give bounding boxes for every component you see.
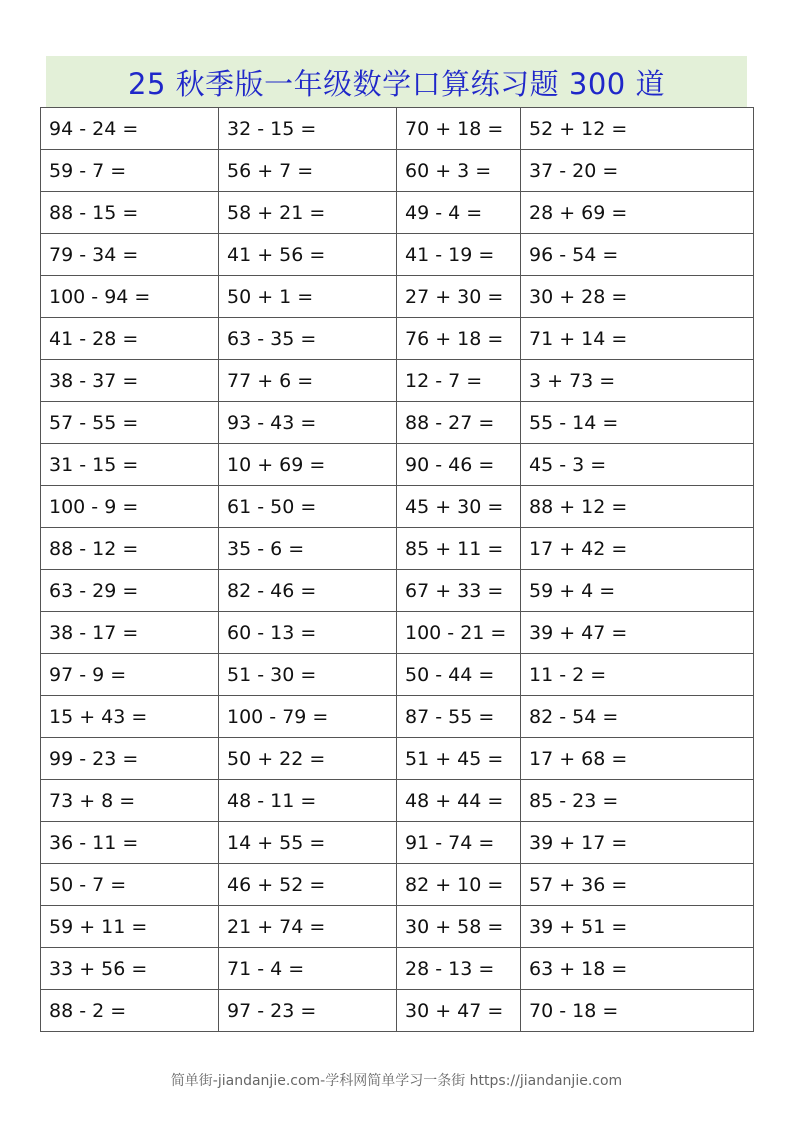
table-row [41, 738, 754, 780]
table-row [41, 486, 754, 528]
table-row [41, 948, 754, 990]
exercise-cell: 41 - 19 = [397, 234, 521, 276]
exercise-cell: 59 + 11 = [41, 906, 219, 948]
table-row [41, 570, 754, 612]
table-row [41, 108, 754, 150]
exercise-cell: 41 + 56 = [219, 234, 397, 276]
exercise-cell: 88 + 12 = [521, 486, 754, 528]
exercise-cell: 17 + 68 = [521, 738, 754, 780]
exercise-cell: 71 - 4 = [219, 948, 397, 990]
exercise-cell: 38 - 17 = [41, 612, 219, 654]
exercise-cell: 87 - 55 = [397, 696, 521, 738]
exercise-cell: 55 - 14 = [521, 402, 754, 444]
exercise-cell: 88 - 12 = [41, 528, 219, 570]
exercise-cell: 35 - 6 = [219, 528, 397, 570]
exercise-cell: 58 + 21 = [219, 192, 397, 234]
exercise-cell: 82 - 46 = [219, 570, 397, 612]
exercise-cell: 77 + 6 = [219, 360, 397, 402]
exercise-cell: 15 + 43 = [41, 696, 219, 738]
exercise-cell: 63 - 29 = [41, 570, 219, 612]
exercise-cell: 88 - 27 = [397, 402, 521, 444]
exercise-cell: 97 - 23 = [219, 990, 397, 1032]
exercise-cell: 85 - 23 = [521, 780, 754, 822]
exercise-cell: 63 - 35 = [219, 318, 397, 360]
footer-text: 简单街-jiandanjie.com-学科网简单学习一条街 https://jiandanjie.com [170, 1073, 623, 1089]
exercise-cell: 67 + 33 = [397, 570, 521, 612]
exercise-cell: 50 + 1 = [219, 276, 397, 318]
exercise-cell: 45 - 3 = [521, 444, 754, 486]
table-row [41, 360, 754, 402]
exercise-cell: 71 + 14 = [521, 318, 754, 360]
table-row [41, 444, 754, 486]
table-row [41, 402, 754, 444]
page-title: 25 秋季版一年级数学口算练习题 300 道 [128, 66, 665, 101]
exercise-cell: 14 + 55 = [219, 822, 397, 864]
exercise-cell: 56 + 7 = [219, 150, 397, 192]
exercise-cell: 70 + 18 = [397, 108, 521, 150]
exercise-cell: 11 - 2 = [521, 654, 754, 696]
exercise-cell: 41 - 28 = [41, 318, 219, 360]
exercise-cell: 10 + 69 = [219, 444, 397, 486]
exercise-cell: 96 - 54 = [521, 234, 754, 276]
exercise-cell: 32 - 15 = [219, 108, 397, 150]
exercise-cell: 38 - 37 = [41, 360, 219, 402]
table-row [41, 906, 754, 948]
exercise-cell: 94 - 24 = [41, 108, 219, 150]
exercise-cell: 51 - 30 = [219, 654, 397, 696]
exercise-cell: 39 + 47 = [521, 612, 754, 654]
exercise-cell: 50 - 7 = [41, 864, 219, 906]
exercise-cell: 28 - 13 = [397, 948, 521, 990]
exercise-cell: 82 + 10 = [397, 864, 521, 906]
exercise-cell: 27 + 30 = [397, 276, 521, 318]
exercise-cell: 57 - 55 = [41, 402, 219, 444]
exercise-cell: 51 + 45 = [397, 738, 521, 780]
exercise-cell: 31 - 15 = [41, 444, 219, 486]
exercise-cell: 88 - 2 = [41, 990, 219, 1032]
exercise-cell: 39 + 51 = [521, 906, 754, 948]
exercise-cell: 12 - 7 = [397, 360, 521, 402]
table-row [41, 780, 754, 822]
title-banner [46, 56, 747, 108]
exercise-cell: 100 - 79 = [219, 696, 397, 738]
exercise-cell: 100 - 94 = [41, 276, 219, 318]
exercise-cell: 100 - 21 = [397, 612, 521, 654]
exercise-cell: 76 + 18 = [397, 318, 521, 360]
table-row [41, 822, 754, 864]
table-row [41, 150, 754, 192]
exercise-cell: 59 - 7 = [41, 150, 219, 192]
exercise-cell: 30 + 58 = [397, 906, 521, 948]
exercise-cell: 93 - 43 = [219, 402, 397, 444]
exercise-cell: 28 + 69 = [521, 192, 754, 234]
exercise-cell: 73 + 8 = [41, 780, 219, 822]
exercise-cell: 49 - 4 = [397, 192, 521, 234]
exercise-cell: 17 + 42 = [521, 528, 754, 570]
table-row [41, 864, 754, 906]
exercise-cell: 36 - 11 = [41, 822, 219, 864]
exercise-cell: 50 - 44 = [397, 654, 521, 696]
exercise-cell: 79 - 34 = [41, 234, 219, 276]
exercise-table-body [41, 108, 754, 1032]
exercise-cell: 37 - 20 = [521, 150, 754, 192]
table-row [41, 612, 754, 654]
exercise-cell: 21 + 74 = [219, 906, 397, 948]
exercise-cell: 60 - 13 = [219, 612, 397, 654]
exercise-cell: 82 - 54 = [521, 696, 754, 738]
exercise-cell: 60 + 3 = [397, 150, 521, 192]
exercise-cell: 88 - 15 = [41, 192, 219, 234]
exercise-cell: 100 - 9 = [41, 486, 219, 528]
table-row [41, 696, 754, 738]
table-row [41, 654, 754, 696]
exercise-cell: 97 - 9 = [41, 654, 219, 696]
exercise-cell: 57 + 36 = [521, 864, 754, 906]
exercise-cell: 39 + 17 = [521, 822, 754, 864]
exercise-cell: 90 - 46 = [397, 444, 521, 486]
exercise-cell: 70 - 18 = [521, 990, 754, 1032]
table-row [41, 990, 754, 1032]
exercise-cell: 45 + 30 = [397, 486, 521, 528]
exercise-cell: 85 + 11 = [397, 528, 521, 570]
table-row [41, 276, 754, 318]
table-row [41, 192, 754, 234]
exercise-cell: 50 + 22 = [219, 738, 397, 780]
exercise-cell: 33 + 56 = [41, 948, 219, 990]
exercise-table [40, 107, 754, 1032]
exercise-cell: 61 - 50 = [219, 486, 397, 528]
exercise-cell: 52 + 12 = [521, 108, 754, 150]
exercise-cell: 63 + 18 = [521, 948, 754, 990]
table-row [41, 318, 754, 360]
exercise-cell: 30 + 28 = [521, 276, 754, 318]
table-row [41, 528, 754, 570]
exercise-cell: 48 - 11 = [219, 780, 397, 822]
exercise-cell: 30 + 47 = [397, 990, 521, 1032]
table-row [41, 234, 754, 276]
exercise-cell: 3 + 73 = [521, 360, 754, 402]
exercise-cell: 59 + 4 = [521, 570, 754, 612]
exercise-cell: 48 + 44 = [397, 780, 521, 822]
exercise-cell: 99 - 23 = [41, 738, 219, 780]
exercise-cell: 91 - 74 = [397, 822, 521, 864]
exercise-cell: 46 + 52 = [219, 864, 397, 906]
